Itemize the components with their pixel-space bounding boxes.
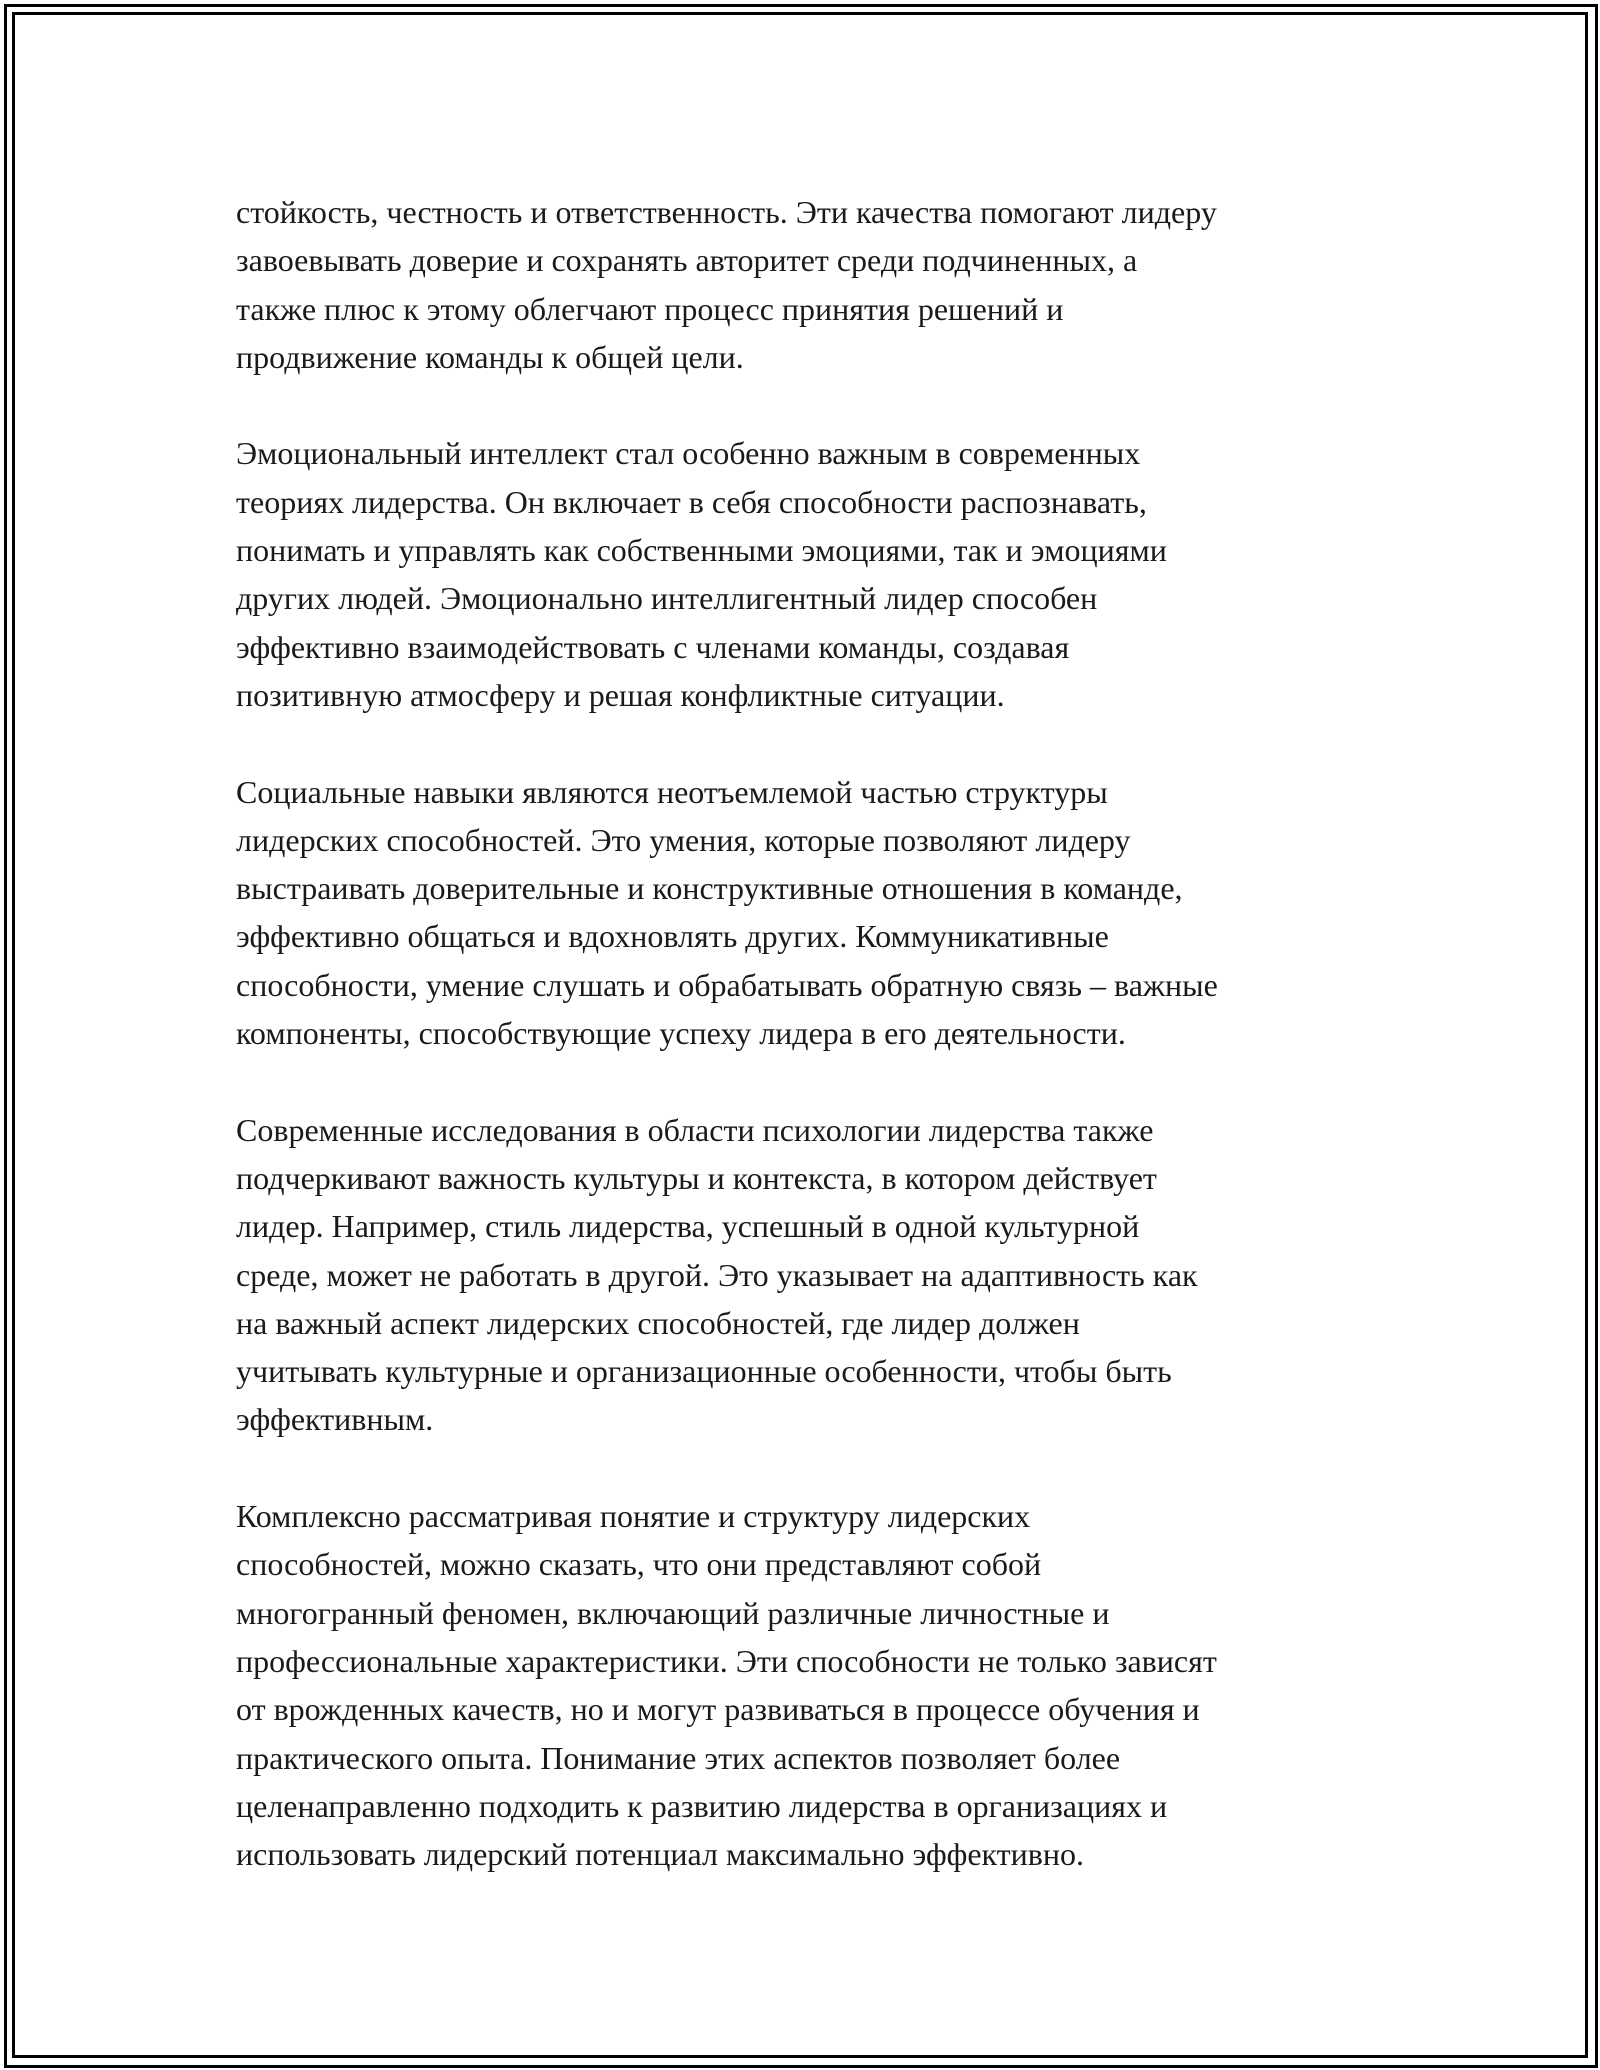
paragraph-3	[236, 768, 1386, 1058]
text-line: лидер. Например, стиль лидерства, успешный в одной культурной	[236, 1208, 1140, 1245]
text-line: завоевывать доверие и сохранять авторитет среди подчиненных, а	[236, 242, 1138, 279]
text-line: Современные исследования в области психологии лидерства также	[236, 1111, 1154, 1148]
text-line: профессиональные характеристики. Эти способности не только зависят	[236, 1642, 1217, 1679]
text-line: понимать и управлять как собственными эмоциями, так и эмоциями	[236, 532, 1167, 569]
paragraph-1	[236, 188, 1386, 381]
text-line: продвижение команды к общей цели.	[236, 338, 744, 375]
text-line: от врожденных качеств, но и могут развиваться в процессе обучения и	[236, 1691, 1200, 1728]
text-line: на важный аспект лидерских способностей, где лидер должен	[236, 1304, 1080, 1341]
text-line: подчеркивают важность культуры и контекста, в котором действует	[236, 1159, 1157, 1196]
text-line: Социальные навыки являются неотъемлемой частью структуры	[236, 773, 1108, 810]
paragraph-4	[236, 1106, 1386, 1444]
text-line: выстраивать доверительные и конструктивные отношения в команде,	[236, 870, 1183, 907]
text-line: использовать лидерский потенциал максимально эффективно.	[236, 1836, 1084, 1873]
text-line: эффективно взаимодействовать с членами команды, создавая	[236, 628, 1070, 665]
text-line: эффективно общаться и вдохновлять других. Коммуникативные	[236, 918, 1109, 955]
text-line: целенаправленно подходить к развитию лидерства в организациях и	[236, 1787, 1168, 1824]
text-line: среде, может не работать в другой. Это указывает на адаптивность как	[236, 1256, 1198, 1293]
text-line: Комплексно рассматривая понятие и структуру лидерских	[236, 1498, 1031, 1535]
text-line: теориях лидерства. Он включает в себя способности распознавать,	[236, 483, 1147, 520]
text-line: эффективным.	[236, 1401, 434, 1438]
text-line: способностей, можно сказать, что они представляют собой	[236, 1546, 1042, 1583]
text-line: практического опыта. Понимание этих аспектов позволяет более	[236, 1739, 1121, 1776]
text-line: также плюс к этому облегчают процесс принятия решений и	[236, 290, 1064, 327]
text-line: лидерских способностей. Это умения, которые позволяют лидеру	[236, 821, 1131, 858]
paragraph-5	[236, 1492, 1386, 1878]
text-line: позитивную атмосферу и решая конфликтные ситуации.	[236, 676, 1005, 713]
text-line: других людей. Эмоционально интеллигентный лидер способен	[236, 580, 1098, 617]
text-line: Эмоциональный интеллект стал особенно важным в современных	[236, 435, 1141, 472]
text-line: учитывать культурные и организационные особенности, чтобы быть	[236, 1353, 1172, 1390]
text-line: способности, умение слушать и обрабатывать обратную связь – важные	[236, 966, 1218, 1003]
text-line: стойкость, честность и ответственность. Эти качества помогают лидеру	[236, 194, 1217, 230]
text-line: многогранный феномен, включающий различные личностные и	[236, 1594, 1110, 1631]
text-line: компоненты, способствующие успеху лидера в его деятельности.	[236, 1015, 1126, 1052]
document-body	[236, 188, 1386, 1927]
paragraph-2	[236, 429, 1386, 719]
